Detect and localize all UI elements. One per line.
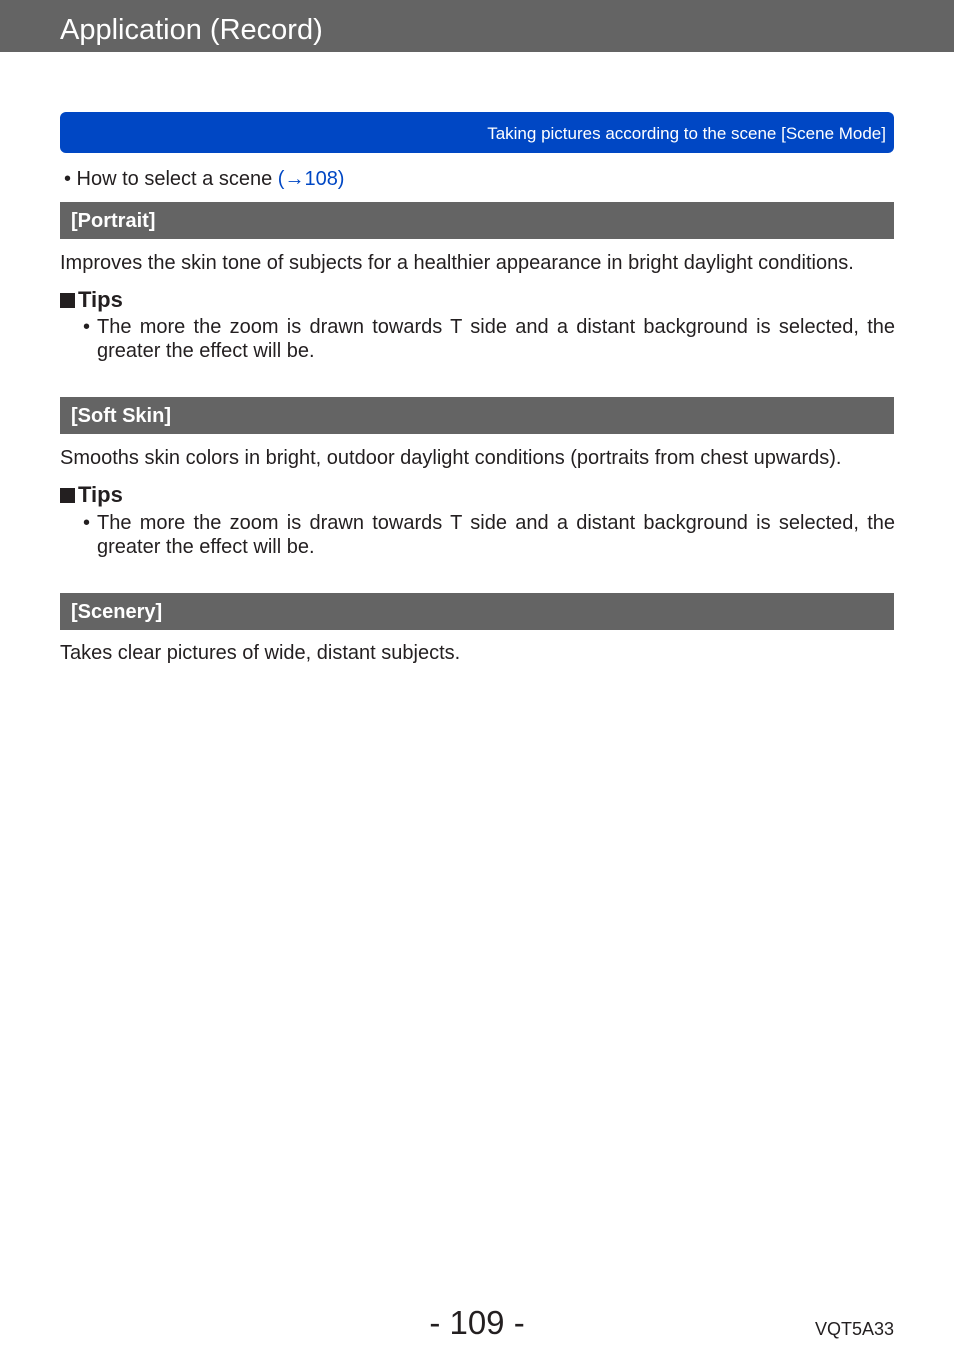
chapter-title: Application (Record)	[60, 14, 323, 46]
section-header-portrait	[60, 202, 894, 239]
tip-text: The more the zoom is drawn towards T side and a distant background is selected, the greater the effect will be.	[97, 512, 895, 558]
tips-heading-portrait	[60, 287, 123, 313]
header-bar	[0, 0, 954, 52]
section-title: [Scenery]	[71, 601, 163, 623]
tips-label: Tips	[78, 287, 123, 312]
tips-heading-soft-skin	[60, 482, 123, 508]
page-reference-link[interactable]: (→108)	[277, 168, 345, 190]
scene-mode-banner-text: Taking pictures according to the scene [Scene Mode]	[487, 124, 886, 143]
document-code: VQT5A33	[814, 1319, 894, 1339]
section-description-portrait: Improves the skin tone of subjects for a healthier appearance in bright daylight conditions.	[60, 252, 854, 274]
how-to-select-note	[64, 167, 344, 191]
tips-label: Tips	[78, 482, 123, 507]
bullet-icon: •	[83, 512, 91, 534]
tip-item	[83, 511, 895, 559]
scene-mode-banner	[60, 112, 894, 153]
section-header-soft-skin	[60, 397, 894, 434]
section-description-soft-skin: Smooths skin colors in bright, outdoor daylight conditions (portraits from chest upwards).	[60, 447, 842, 469]
page-number: - 109 -	[429, 1304, 525, 1341]
bullet-icon: •	[83, 316, 91, 338]
how-to-select-text: • How to select a scene	[64, 168, 278, 190]
section-description-scenery: Takes clear pictures of wide, distant subjects.	[60, 642, 461, 664]
black-square-icon	[60, 488, 75, 503]
tip-text: The more the zoom is drawn towards T side and a distant background is selected, the greater the effect will be.	[97, 316, 895, 362]
black-square-icon	[60, 293, 75, 308]
section-header-scenery	[60, 593, 894, 630]
section-title: [Portrait]	[71, 210, 156, 232]
section-title: [Soft Skin]	[71, 405, 171, 427]
tip-item	[83, 315, 895, 363]
